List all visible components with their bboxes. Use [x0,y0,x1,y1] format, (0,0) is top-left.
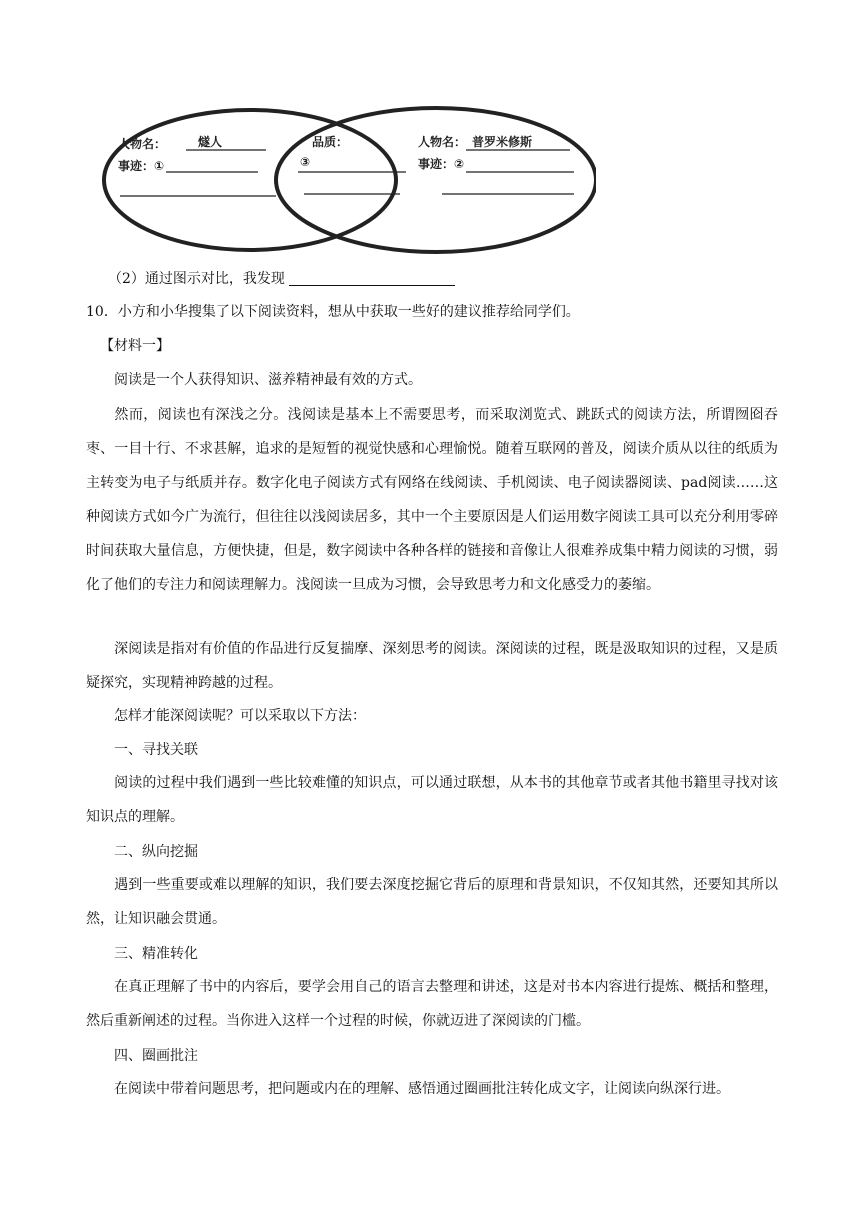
question-9-part-2-text: （2）通过图示对比，我发现 [108,271,285,287]
paragraph-3 [86,632,778,700]
left-name-value: 燧人 [198,135,223,149]
paragraph-3-text: 深阅读是指对有价值的作品进行反复揣摩、深刻思考的阅读。深阅读的过程，既是汲取知识的过程，又是质疑探究，实现精神跨越的过程。 [86,641,778,691]
left-name-label: 人物名： [118,137,167,151]
left-circle [104,110,396,250]
method-heading-4: 四、圈画批注 [114,1048,198,1064]
middle-marker: ③ [300,155,311,169]
answer-blank[interactable] [289,271,455,286]
paragraph-4: 怎样才能深阅读呢？可以采取以下方法： [114,708,366,724]
question-9-part-2 [108,269,455,289]
right-name-value: 普罗米修斯 [472,135,533,149]
paragraph-8 [86,1072,778,1106]
left-deed-label: 事迹：① [118,159,165,173]
question-10: 10．小方和小华搜集了以下阅读资料，想从中获取一些好的建议推荐给同学们。 [86,304,580,320]
paragraph-7-text: 在真正理解了书中的内容后，要学会用自己的语言去整理和讲述，这是对书本内容进行提炼、概括和整理，然后重新阐述的过程。当你进入这样一个过程的时候，你就迈进了深阅读的门槛。 [86,979,778,1029]
paragraph-6 [86,868,778,936]
method-heading-1: 一、寻找关联 [114,742,198,758]
paragraph-5-text: 阅读的过程中我们遇到一些比较难懂的知识点，可以通过联想，从本书的其他章节或者其他书籍里寻找对该知识点的理解。 [86,775,778,825]
method-heading-3: 三、精准转化 [114,946,198,962]
paragraph-5 [86,766,778,834]
paragraph-8-text: 在阅读中带着问题思考，把问题或内在的理解、感悟通过圈画批注转化成文字，让阅读向纵深行进。 [114,1081,730,1097]
paragraph-6-text: 遇到一些重要或难以理解的知识，我们要去深度挖掘它背后的原理和背景知识，不仅知其然，还要知其所以然，让知识融会贯通。 [86,877,778,927]
right-circle [276,108,596,252]
paragraph-2-text: 然而，阅读也有深浅之分。浅阅读是基本上不需要思考，而采取浏览式、跳跃式的阅读方法，所谓囫囵吞枣、一目十行、不求甚解，追求的是短暂的视觉快感和心理愉悦。随着互联网的普及，阅读介质从以往的纸质为主转变为电子与纸质并存。数字化电子阅读方式有网络在线阅读、手机阅读、电子阅读器阅读、pad阅读……这种阅读方式如今广为流行，但往往以浅阅读居多，其中一个主要原因是人们运用数字阅读工具可以充分利用零碎时间获取大量信息，方便快捷，但是，数字阅读中各种各样的链接和音像让人很难养成集中精力阅读的习惯，弱化了他们的专注力和阅读理解力。浅阅读一旦成为习惯，会导致思考力和文化感受力的萎缩。 [86,407,778,593]
middle-quality-label: 品质： [312,135,349,149]
material-one-title: 【材料一】 [100,338,170,354]
method-heading-2: 二、纵向挖掘 [114,844,198,860]
right-name-label: 人物名： [418,135,467,149]
paragraph-7 [86,970,778,1038]
paragraph-1: 阅读是一个人获得知识、滋养精神最有效的方式。 [114,372,422,388]
paragraph-2 [86,398,778,602]
right-deed-label: 事迹：② [418,157,465,171]
venn-diagram [100,104,596,256]
